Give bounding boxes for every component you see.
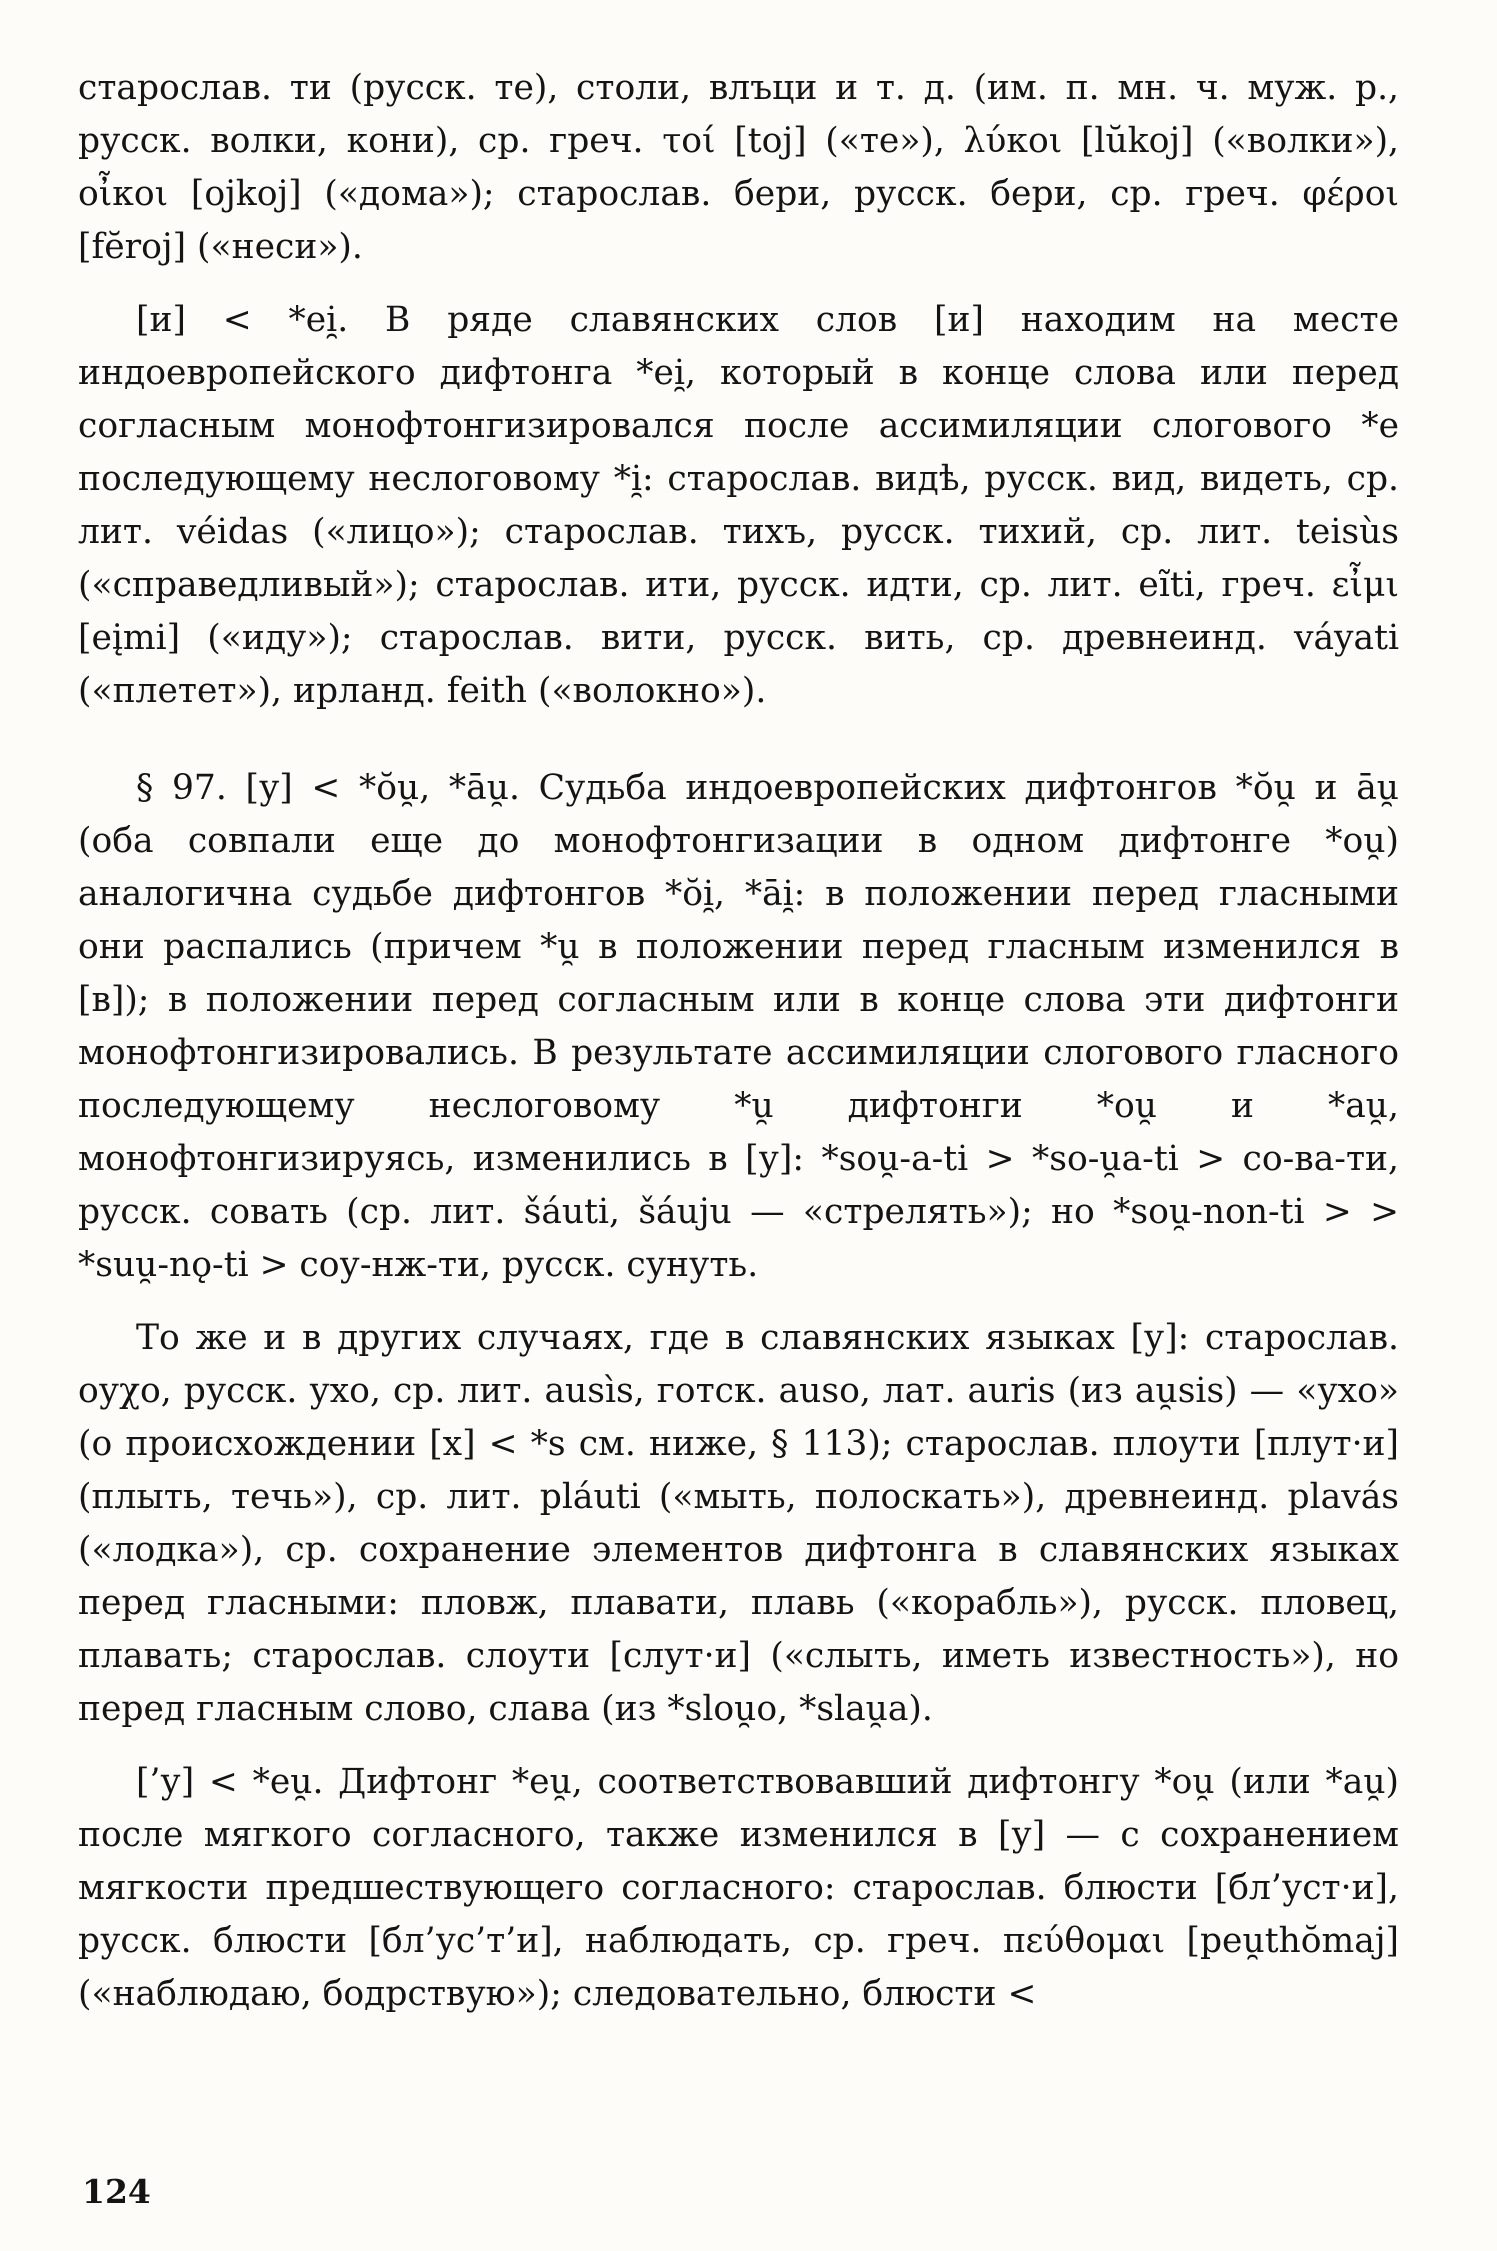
paragraph-other-cases: То же и в других случаях, где в славянских языках [у]: старослав. оуχо, русск. ухо, ср. лит. ausìs, готск. auso, лат. auris (из au̯sis) — «ухо» (о происхождении [х] < *s см. ниже, § 113); старослав. плоути [плут·и] (плыть, течь»), ср. лит. pláuti («мыть, полоскать»), древнеинд. plavás («лодка»), ср. сохранение элементов дифтонга в славянских языках перед гласными: пловж, плавати, плавь («корабль»), русск. пловец, плавать; старослав. слоути [слут·и] («слыть, иметь известность»), но перед гласным слово, слава (из *slou̯o, *slau̯a). xyxy=(78,1318,1399,1729)
paragraph-ei-diphthong: [и] < *ei̯. В ряде славянских слов [и] находим на месте индоевропейского дифтонга *ei̯, который в конце слова или перед согласным монофтонгизировался после ассимиляции слогового *е последующему неслоговому *i̯: старослав. видѣ, русск. вид, видеть, ср. лит. vе́idas («лицо»); старослав. тихъ, русск. тихий, ср. лит. teisùs («справедливый»); старослав. ити, русск. идти, ср. лит. eĩti, греч. εἶμι [eįmi] («иду»); старослав. вити, русск. вить, ср. древнеинд. vа́yati («плетет»), ирланд. feith («волокно»). xyxy=(78,300,1399,711)
page-number: 124 xyxy=(82,2172,151,2211)
paragraph-eu-diphthong: [’у] < *eu̯. Дифтонг *eu̯, соответствовавший дифтонгу *ou̯ (или *au̯) после мягкого согласного, также изменился в [у] — с сохранением мягкости предшествующего согласного: старослав. блюсти [бл’уст·и], русск. блюсти [бл’ус’т’и], наблюдать, ср. греч. πεύθομαι [peu̯thŏmaj] («наблюдаю, бодрствую»); следовательно, блюсти < xyxy=(78,1762,1399,2014)
paragraph-continuation: старослав. ти (русск. те), столи, влъци и т. д. (им. п. мн. ч. муж. р., русск. волки, кони), ср. греч. τοί [toj] («те»), λύκοι [lŭkoj] («волки»), οἶκοι [ojkoj] («дома»); старослав. бери, русск. бери, ср. греч. φέροι [fĕroj] («неси»). xyxy=(78,68,1399,267)
section-97-paragraph: § 97. [у] < *ŏu̯, *āu̯. Судьба индоевропейских дифтонгов *ŏu̯ и āu̯ (оба совпали еще до монофтонгизации в одном дифтонге *ou̯) аналогична судьбе дифтонгов *ŏi̯, *āi̯: в положении перед гласными они распались (причем *u̯ в положении перед гласным изменился в [в]); в положении перед согласным или в конце слова эти дифтонги монофтонгизировались. В результате ассимиляции слогового гласного последующему неслоговому *u̯ дифтонги *ou̯ и *au̯, монофтонгизируясь, изменились в [у]: *sou̯-a-ti > *so-u̯a-ti > со-ва-ти, русск. совать (ср. лит. šáuti, šáuju — «стрелять»); но *sou̯-non-ti > > *suu̯-nǫ-ti > соу-нж-ти, русск. сунуть. xyxy=(78,768,1399,1285)
